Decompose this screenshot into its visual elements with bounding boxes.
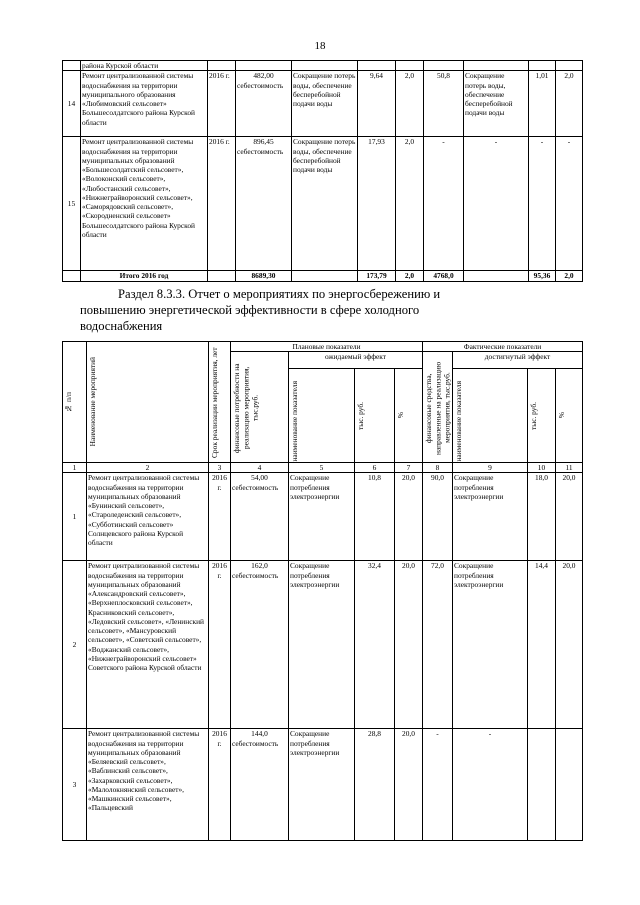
source: себестоимость bbox=[232, 482, 279, 492]
header-pct-2: % bbox=[557, 412, 566, 419]
header-expected: ожидаемый эффект bbox=[289, 352, 423, 369]
fact-rub: 14,4 bbox=[528, 561, 556, 729]
table-row bbox=[63, 561, 583, 729]
fact-pct: 20,0 bbox=[556, 473, 583, 561]
header-actual: Фактические показатели bbox=[423, 342, 583, 352]
total-row bbox=[63, 271, 583, 281]
total-amount: 8689,30 bbox=[236, 271, 292, 281]
amount: 144,0 bbox=[251, 729, 268, 739]
col-number: 5 bbox=[289, 463, 355, 473]
col-number: 4 bbox=[231, 463, 289, 473]
heading-line-2: повышению энергетической эффективности в сфере холодного bbox=[80, 303, 420, 317]
fact-rub bbox=[528, 729, 556, 841]
amount: 162,0 bbox=[251, 561, 268, 571]
column-number-row bbox=[63, 463, 583, 473]
col-number: 10 bbox=[528, 463, 556, 473]
source: себестоимость bbox=[237, 146, 284, 156]
fact-indicator: - bbox=[453, 729, 528, 841]
total-fin: 4768,0 bbox=[424, 271, 464, 281]
total-pct: 2,0 bbox=[396, 271, 424, 281]
year: 2016 г. bbox=[208, 137, 236, 271]
value-rub: 17,93 bbox=[358, 137, 396, 271]
col-number: 8 bbox=[423, 463, 453, 473]
fact-indicator: Сокращение потребления электроэнергии bbox=[453, 473, 528, 561]
value-rub: 32,4 bbox=[355, 561, 395, 729]
year: 2016 г. bbox=[209, 729, 231, 841]
header-planned: Плановые показатели bbox=[231, 342, 423, 352]
row-number: 15 bbox=[63, 137, 81, 271]
header-term: Срок реализации мероприятия, лет bbox=[210, 347, 219, 459]
year: 2016 г. bbox=[208, 71, 236, 137]
lead-row bbox=[63, 61, 583, 71]
header-name: Наименование мероприятий bbox=[88, 357, 97, 447]
value-rub: 9,64 bbox=[358, 71, 396, 137]
col-number: 9 bbox=[453, 463, 528, 473]
fin-spent: 72,0 bbox=[423, 561, 453, 729]
col-number: 2 bbox=[87, 463, 209, 473]
measure-name: Ремонт централизованной системы водоснабжения на территории муниципальных образований «Беляевский сельсовет», «Ваблинский сельсовет», «Захарковский сельсовет», «Малолокнянский сельсовет», «Машкинский сельсовет», «Пальцевский bbox=[87, 729, 209, 841]
total-rub: 173,79 bbox=[358, 271, 396, 281]
year: 2016 г. bbox=[209, 561, 231, 729]
header-fin-need: финансовые потребности на реализацию мероприятия, тыс.руб. bbox=[232, 363, 260, 453]
indicator: Сокращение потерь воды, обеспечение бесперебойной подачи воды bbox=[292, 71, 358, 137]
value-pct: 2,0 bbox=[396, 71, 424, 137]
source: себестоимость bbox=[237, 80, 284, 90]
value-pct: 20,0 bbox=[395, 729, 423, 841]
table-row bbox=[63, 473, 583, 561]
indicator: Сокращение потерь воды, обеспечение бесперебойной подачи воды bbox=[292, 137, 358, 271]
indicator: Сокращение потребления электроэнергии bbox=[289, 729, 355, 841]
page-number: 18 bbox=[314, 40, 326, 52]
amount: 896,45 bbox=[253, 137, 274, 147]
indicator: Сокращение потребления электроэнергии bbox=[289, 561, 355, 729]
total-fact-rub: 95,36 bbox=[529, 271, 556, 281]
lead-text: района Курской области bbox=[81, 61, 208, 71]
value-rub: 10,8 bbox=[355, 473, 395, 561]
header-fin-spent: финансовые средства, направленные на реализацию мероприятия, тыс.руб. bbox=[424, 361, 452, 455]
fact-rub: 1,01 bbox=[529, 71, 556, 137]
table-row bbox=[63, 71, 583, 137]
heading-line-3: водоснабжения bbox=[80, 319, 163, 333]
header-ind-name-2: наименование показателя bbox=[454, 381, 463, 462]
value-pct: 20,0 bbox=[395, 561, 423, 729]
heading-line-1: Раздел 8.3.3. Отчет о мероприятиях по энергосбережению и bbox=[118, 287, 441, 301]
row-number: 14 bbox=[63, 71, 81, 137]
section-heading bbox=[80, 286, 570, 334]
fact-rub: 18,0 bbox=[528, 473, 556, 561]
fact-indicator: - bbox=[464, 137, 529, 271]
col-number: 6 bbox=[355, 463, 395, 473]
fin-spent: 50,8 bbox=[424, 71, 464, 137]
measure-name: Ремонт централизованной системы водоснабжения на территории муниципального образования «Любимовский сельсовет» Большесолдатского района Курской области bbox=[81, 71, 208, 137]
source: себестоимость bbox=[232, 738, 279, 748]
fact-indicator: Сокращение потерь воды, обеспечение бесперебойной подачи воды bbox=[464, 71, 529, 137]
hot-water-measures-table-continued bbox=[62, 60, 583, 282]
value-pct: 20,0 bbox=[395, 473, 423, 561]
fin-spent: 90,0 bbox=[423, 473, 453, 561]
col-number: 3 bbox=[209, 463, 231, 473]
fact-pct: 20,0 bbox=[556, 561, 583, 729]
measure-name: Ремонт централизованной системы водоснабжения на территории муниципальных образований «Бунинский сельсовет», «Староледенский сельсовет», «Субботинский сельсовет» Солнцевского района Курской области bbox=[87, 473, 209, 561]
fact-pct: 2,0 bbox=[556, 71, 583, 137]
fact-pct: - bbox=[556, 137, 583, 271]
fin-spent: - bbox=[424, 137, 464, 271]
header-rub: тыс. руб. bbox=[356, 401, 365, 430]
row-number: 2 bbox=[63, 561, 87, 729]
measure-name: Ремонт централизованной системы водоснабжения на территории муниципальных образований «Большесолдатский сельсовет», «Волоконский сельсовет», «Любостанский сельсовет», «Нижнеграйворонский сельсовет», «Саморядовский сельсовет», «Скородненский сельсовет» Большесолдатского района Курской области bbox=[81, 137, 208, 271]
header-rub-2: тыс. руб. bbox=[529, 401, 538, 430]
header-ind-name: наименование показателя bbox=[290, 381, 299, 462]
source: себестоимость bbox=[232, 570, 279, 580]
fin-spent: - bbox=[423, 729, 453, 841]
amount: 482,00 bbox=[253, 71, 274, 81]
col-number: 1 bbox=[63, 463, 87, 473]
year: 2016 г. bbox=[209, 473, 231, 561]
total-label: Итого 2016 год bbox=[81, 271, 208, 281]
total-fact-pct: 2,0 bbox=[556, 271, 583, 281]
row-number: 3 bbox=[63, 729, 87, 841]
measure-name: Ремонт централизованной системы водоснабжения на территории муниципальных образований «Александровский сельсовет», «Верхнеплосковский сельсовет», Красниковский сельсовет», «Ледовский сельсовет», «Ленинский сельсовет», «Мансуровский сельсовет», «Советский сельсовет», «Воджанский сельсовет», «Нижнеграйворонский сельсовет» Советского района Курской области bbox=[87, 561, 209, 729]
col-number: 7 bbox=[395, 463, 423, 473]
amount: 54,00 bbox=[251, 473, 268, 483]
fact-rub: - bbox=[529, 137, 556, 271]
fact-indicator: Сокращение потребления электроэнергии bbox=[453, 561, 528, 729]
table-row bbox=[63, 729, 583, 841]
table-row bbox=[63, 137, 583, 271]
header-pct: % bbox=[396, 412, 405, 419]
col-number: 11 bbox=[556, 463, 583, 473]
indicator: Сокращение потребления электроэнергии bbox=[289, 473, 355, 561]
value-rub: 28,8 bbox=[355, 729, 395, 841]
cold-water-measures-table bbox=[62, 341, 583, 841]
header-num: № п/п bbox=[64, 391, 73, 413]
fact-pct bbox=[556, 729, 583, 841]
header-achieved: достигнутый эффект bbox=[453, 352, 583, 369]
value-pct: 2,0 bbox=[396, 137, 424, 271]
row-number: 1 bbox=[63, 473, 87, 561]
